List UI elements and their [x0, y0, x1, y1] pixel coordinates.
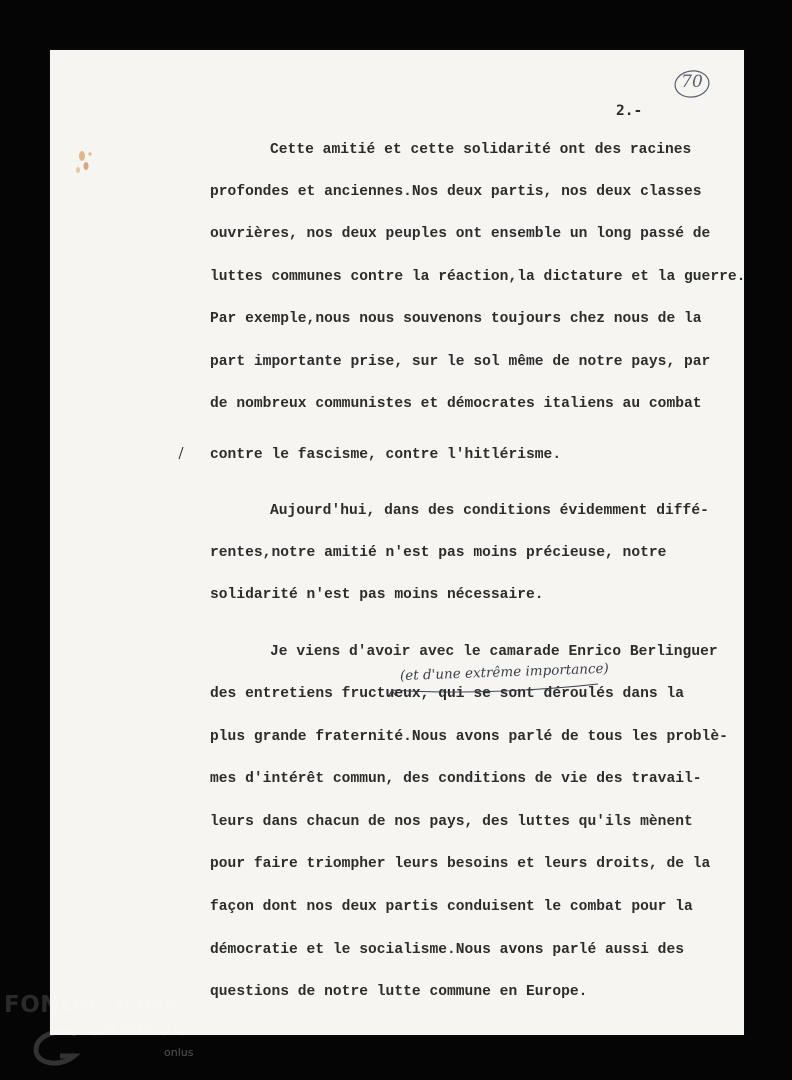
typed-line: contre le fascisme, contre l'hitlérisme. [210, 447, 562, 463]
typed-line: part importante prise, sur le sol même de notre pays, par [210, 354, 711, 370]
gramsci-logo-icon [30, 1028, 90, 1068]
typed-line: mes d'intérêt commun, des conditions de vie des travail- [210, 771, 702, 787]
typed-line: leurs dans chacun de nos pays, des luttes qu'ils mènent [210, 814, 693, 830]
rust-stain-mark [62, 142, 102, 182]
typed-line: ouvrières, nos deux peuples ont ensemble un long passé de [210, 226, 711, 242]
archive-number-text: 70 [681, 72, 703, 92]
watermark-line2: GRAMSCI [86, 1016, 197, 1040]
typed-line: Cette amitié et cette solidarité ont des racines [270, 142, 692, 158]
typed-line: plus grande fraternité.Nous avons parlé de tous les problè- [210, 729, 728, 745]
typed-line: démocratie et le socialisme.Nous avons parlé aussi des [210, 942, 684, 958]
typed-line: des entretiens fructueux, qui se sont déroulés dans la [210, 686, 684, 702]
fondazione-gramsci-watermark [0, 990, 200, 1070]
watermark-line3: onlus [164, 1046, 194, 1059]
typed-line: solidarité n'est pas moins nécessaire. [210, 587, 544, 603]
typed-line: pour faire triompher leurs besoins et leurs droits, de la [210, 856, 711, 872]
typed-line: questions de notre lutte commune en Europe. [210, 984, 588, 1000]
page-number: 2.- [616, 103, 643, 119]
typed-line: Par exemple,nous nous souvenons toujours chez nous de la [210, 311, 702, 327]
typed-line: de nombreux communistes et démocrates italiens au combat [210, 396, 702, 412]
typed-line: rentes,notre amitié n'est pas moins précieuse, notre [210, 545, 667, 561]
handwritten-insertion-text: (et d'une extrême importance) [399, 660, 610, 684]
archive-page-number [673, 69, 711, 99]
handwritten-insertion [386, 660, 610, 696]
typed-page [50, 50, 744, 1035]
typed-line: façon dont nos deux partis conduisent le combat pour la [210, 899, 693, 915]
typed-line: Aujourd'hui, dans des conditions évidemment diffé- [270, 503, 709, 519]
typed-line: Je viens d'avoir avec le camarade Enrico Berlinguer [270, 644, 718, 660]
typed-line: luttes communes contre la réaction,la dictature et la guerre. [210, 269, 746, 285]
margin-tick-mark [176, 446, 186, 460]
watermark-line1: FONDAZIONE [4, 992, 181, 1018]
typed-line: profondes et anciennes.Nos deux partis, nos deux classes [210, 184, 702, 200]
